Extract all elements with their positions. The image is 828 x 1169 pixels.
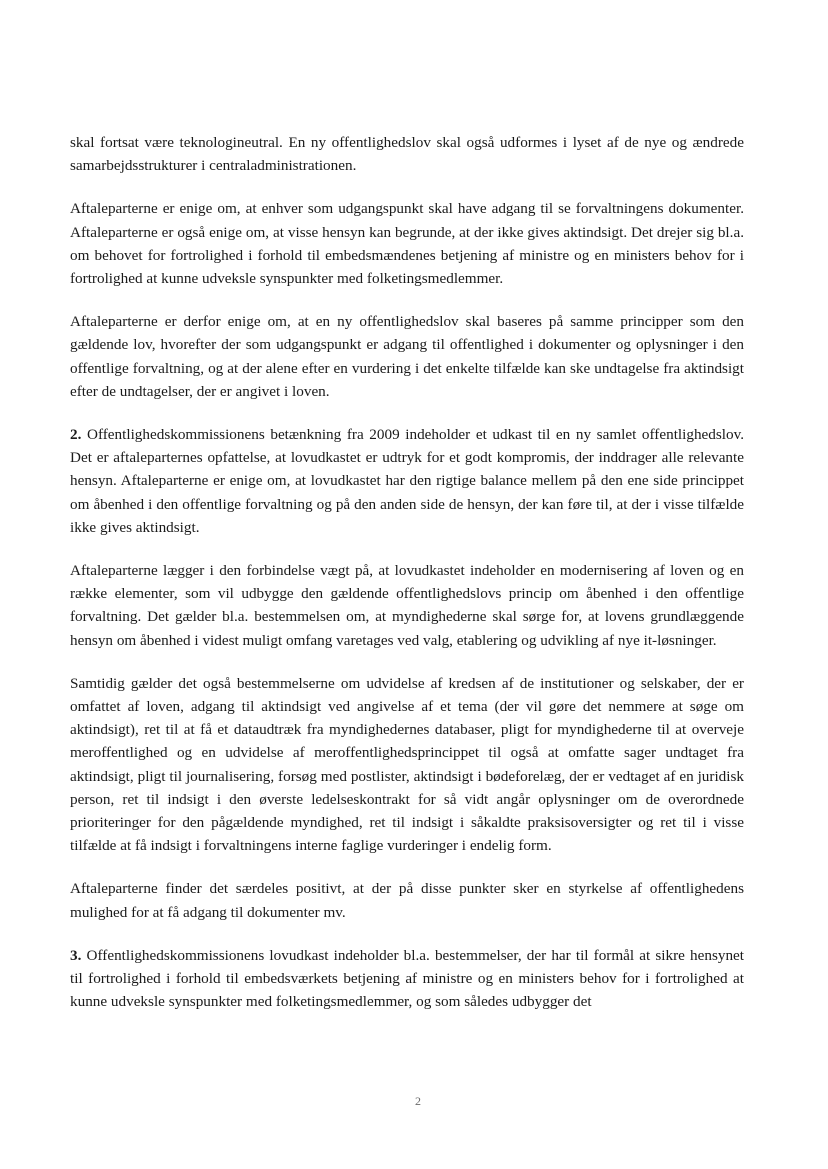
paragraph (70, 131, 744, 177)
paragraph (70, 672, 744, 858)
paragraph-number: 3. (70, 946, 82, 964)
page-number: 2 (415, 1094, 421, 1108)
paragraph-text: Samtidig gælder det også bestemmelserne om udvidelse af kredsen af de institutioner og selskaber, der er omfattet af loven, adgang til aktindsigt ved angivelse af et tema (der vil gøre det nemmere at søge om aktindsigt), ret til at få et dataudtræk fra myndighedernes databaser, pligt for myndighederne til at overveje meroffentlighed og en udvidelse af meroffentlighedsprincippet til også at omfatte sager undtaget fra aktindsigt, pligt til journalisering, forsøg med postlister, aktindsigt i bødeforelæg, der er vedtaget af en juridisk person, ret til indsigt i den øverste ledelseskontrakt for så vidt angår oplysninger om de overordnede prioriteringer for den pågældende myndighed, ret til indsigt i såkaldte praksisoversigter og ret til i visse tilfælde at få indsigt i forvaltningens interne faglige vurderinger i endelig form. (70, 674, 744, 855)
paragraph-text: Aftaleparterne finder det særdeles positivt, at der på disse punkter sker en styrkelse af offentlighedens mulighed for at få adgang til dokumenter mv. (70, 880, 744, 921)
paragraph-number: 2. (70, 426, 82, 444)
paragraph (70, 423, 744, 539)
paragraph-text: skal fortsat være teknologineutral. En ny offentlighedslov skal også udformes i lyset af de nye og ændrede samarbejdsstrukturer i centraladministrationen. (70, 134, 744, 175)
paragraph-text: Offentlighedskommissionens betænkning fra 2009 indeholder et udkast til en ny samlet offentlighedslov. Det er aftaleparternes opfattelse, at lovudkastet er udtryk for et godt kompromis, der inddrager alle relevante hensyn. Aftaleparterne er enige om, at lovudkastet har den rigtige balance mellem på den ene side princippet om åbenhed i den offentlige forvaltning og på den anden side de hensyn, der kan føre til, at der i visse tilfælde ikke gives aktindsigt. (70, 426, 744, 536)
paragraph (70, 559, 744, 652)
paragraph-text: Aftaleparterne lægger i den forbindelse vægt på, at lovudkastet indeholder en modernisering af loven og en række elementer, som vil udbygge den gældende offentlighedslovs princip om åbenhed i den offentlige forvaltning. Det gælder bl.a. bestemmelsen om, at myndighederne skal sørge for, at lovens grundlæggende hensyn om åbenhed i videst muligt omfang varetages ved valg, etablering og udvikling af nye it-løsninger. (70, 562, 744, 649)
paragraph (70, 310, 744, 403)
document-page (70, 131, 744, 1014)
paragraph (70, 197, 744, 290)
paragraph-text: Offentlighedskommissionens lovudkast indeholder bl.a. bestemmelser, der har til formål at sikre hensynet til fortrolighed i forhold til embedsværkets betjening af ministre og en ministers behov for i fortrolighed at kunne udveksle synspunkter med folketingsmedlemmer, og som således udbygger det (70, 946, 745, 1011)
paragraph (70, 877, 744, 923)
paragraph-text: Aftaleparterne er derfor enige om, at en ny offentlighedslov skal baseres på samme principper som den gældende lov, hvorefter der som udgangspunkt er adgang til offentlighed i dokumenter og oplysninger i den offentlige forvaltning, og at der alene efter en vurdering i det enkelte tilfælde kan ske undtagelse fra aktindsigt efter de undtagelser, der er angivet i loven. (70, 313, 744, 400)
paragraph (70, 944, 744, 1014)
paragraph-text: Aftaleparterne er enige om, at enhver som udgangspunkt skal have adgang til se forvaltningens dokumenter. Aftaleparterne er også enige om, at visse hensyn kan begrunde, at der ikke gives aktindsigt. Det drejer sig bl.a. om behovet for fortrolighed i forhold til embedsmændenes betjening af ministre og en ministers behov for i fortrolighed at kunne udveksle synspunkter med folketingsmedlemmer. (70, 200, 744, 288)
